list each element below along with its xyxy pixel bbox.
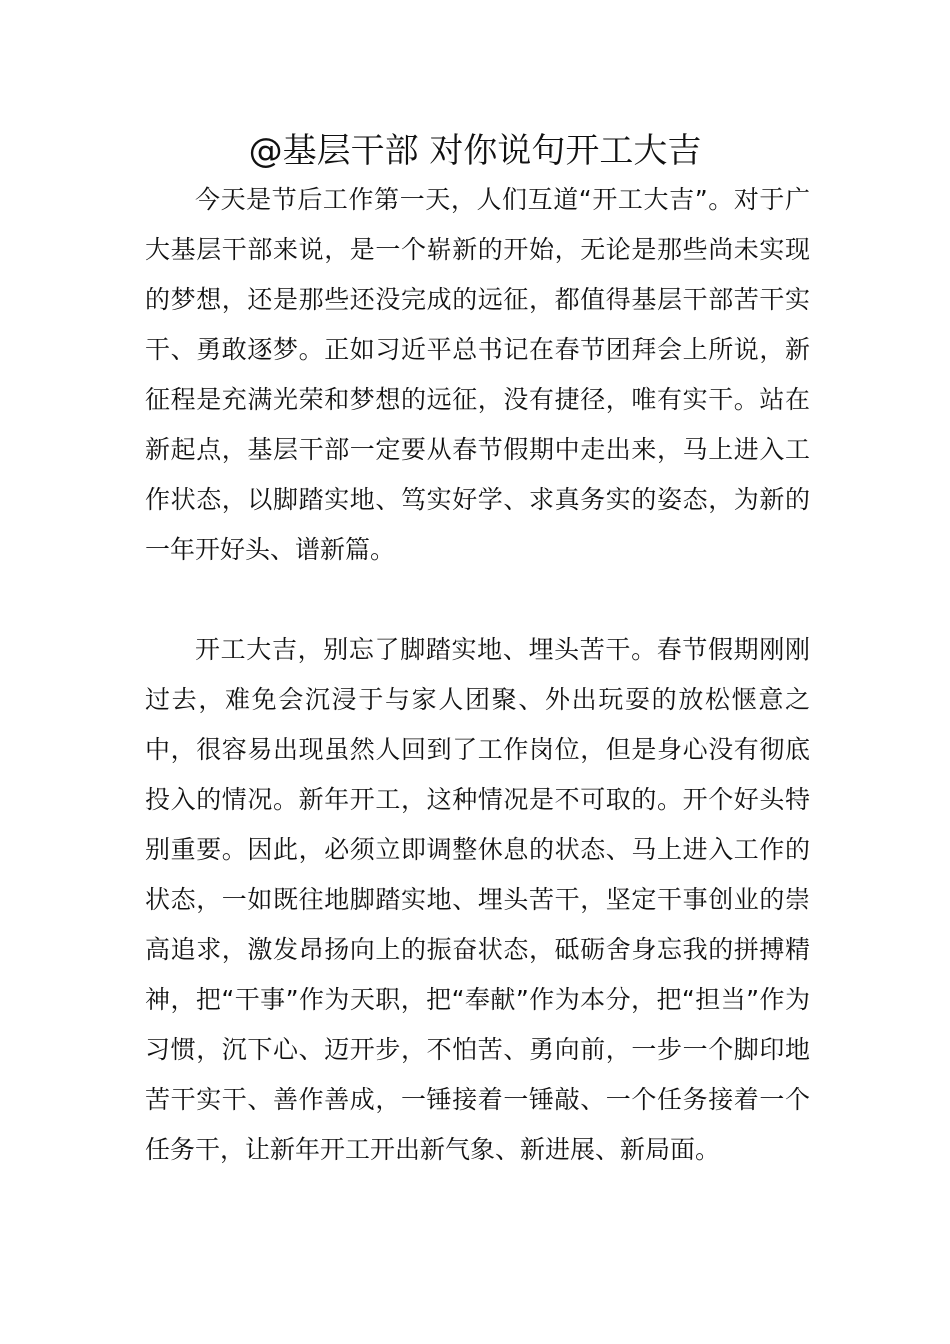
document-title: @基层干部 对你说句开工大吉 — [248, 131, 702, 171]
paragraph-2: 开工大吉，别忘了脚踏实地、埋头苦干。春节假期刚刚过去，难免会沉浸于与家人团聚、外出玩耍的放松惬意之中，很容易出现虽然人回到了工作岗位，但是身心没有彻底投入的情况。新年开工，这种情况是不可取的。开个好头特别重要。因此，必须立即调整休息的状态、马上进入工作的状态，一如既往地脚踏实地、埋头苦干，坚定干事创业的崇高追求，激发昂扬向上的振奋状态，砥砺舍身忘我的拼搏精神，把“干事”作为天职，把“奉献”作为本分，把“担当”作为习惯，沉下心、迈开步，不怕苦、勇向前，一步一个脚印地苦干实干、善作善成，一锤接着一锤敲、一个任务接着一个任务干，让新年开工开出新气象、新进展、新局面。 — [145, 635, 810, 1164]
paragraph-1: 今天是节后工作第一天，人们互道“开工大吉”。对于广大基层干部来说，是一个崭新的开始，无论是那些尚未实现的梦想，还是那些还没完成的远征，都值得基层干部苦干实干、勇敢逐梦。正如习近平总书记在春节团拜会上所说，新征程是充满光荣和梦想的远征，没有捷径，唯有实干。站在新起点，基层干部一定要从春节假期中走出来，马上进入工作状态，以脚踏实地、笃实好学、求真务实的姿态，为新的一年开好头、谱新篇。 — [145, 185, 810, 564]
